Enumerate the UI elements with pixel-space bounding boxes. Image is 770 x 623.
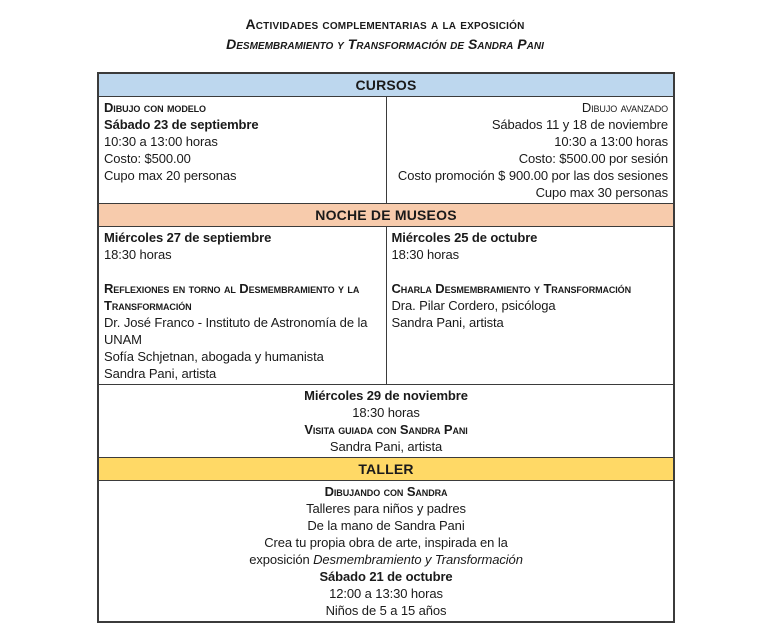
cursos-right-cell xyxy=(386,97,674,204)
event-title: Visita guiada con Sandra Pani xyxy=(304,422,468,437)
taller-cell xyxy=(98,481,674,623)
noche-full-cell xyxy=(98,385,674,458)
event-date: Miércoles 29 de noviembre xyxy=(304,388,468,403)
noche-full-row xyxy=(98,385,674,458)
section-header-taller: TALLER xyxy=(98,458,674,481)
workshop-expo-title: Desmembramiento y Transformación xyxy=(313,552,523,567)
workshop-expo-prefix: exposición xyxy=(249,552,310,567)
workshop-description-line: De la mano de Sandra Pani xyxy=(307,518,465,533)
noche-content-row xyxy=(98,227,674,385)
document-subtitle: Desmembramiento y Transformación de Sandra Pani xyxy=(226,36,544,52)
workshop-description-line: Talleres para niños y padres xyxy=(306,501,466,516)
spacer xyxy=(392,263,669,280)
cursos-left-cell xyxy=(98,97,386,204)
noche-left-cell xyxy=(98,227,386,385)
event-speaker: Sandra Pani, artista xyxy=(391,315,504,330)
course-date: Sábados 11 y 18 de noviembre xyxy=(491,117,669,132)
noche-right-cell xyxy=(386,227,674,385)
event-speaker: Dr. José Franco - Instituto de Astronomía de la UNAM xyxy=(104,315,368,347)
event-speaker: Sandra Pani, artista xyxy=(104,366,217,381)
taller-header-row xyxy=(98,458,674,481)
workshop-description-line: Crea tu propia obra de arte, inspirada en la xyxy=(264,535,508,550)
document-title-block xyxy=(0,15,770,53)
section-header-cursos: CURSOS xyxy=(98,73,674,97)
cursos-header-row xyxy=(98,73,674,97)
event-speaker: Sandra Pani, artista xyxy=(329,439,443,454)
course-cost: Costo: $500.00 xyxy=(104,151,191,166)
workshop-expo-line xyxy=(104,551,668,568)
cursos-content-row xyxy=(98,97,674,204)
noche-header-row xyxy=(98,204,674,227)
event-title: Reflexiones en torno al Desmembramiento y la Transformación xyxy=(104,281,360,313)
event-speaker: Sofía Schjetnan, abogada y humanista xyxy=(104,349,324,364)
activities-table xyxy=(97,72,675,623)
event-speaker: Dra. Pilar Cordero, psicóloga xyxy=(391,298,556,313)
course-time: 10:30 a 13:00 horas xyxy=(104,134,218,149)
workshop-title: Dibujando con Sandra xyxy=(324,484,448,499)
course-date: Sábado 23 de septiembre xyxy=(104,117,259,132)
event-time: 18:30 horas xyxy=(104,247,172,262)
workshop-date: Sábado 21 de octubre xyxy=(319,569,453,584)
course-title: Dibujo avanzado xyxy=(581,100,669,115)
course-title: Dibujo con modelo xyxy=(104,100,206,115)
document-title: Actividades complementarias a la exposición xyxy=(245,16,525,32)
event-date: Miércoles 25 de octubre xyxy=(391,230,538,245)
course-cost: Costo: $500.00 por sesión xyxy=(518,151,669,166)
event-title: Charla Desmembramiento y Transformación xyxy=(391,281,631,296)
taller-content-row xyxy=(98,481,674,623)
course-time: 10:30 a 13:00 horas xyxy=(554,134,669,149)
event-date: Miércoles 27 de septiembre xyxy=(104,230,272,245)
section-header-noche: NOCHE DE MUSEOS xyxy=(98,204,674,227)
workshop-ages: Niños de 5 a 15 años xyxy=(325,603,447,618)
event-time: 18:30 horas xyxy=(352,405,420,420)
workshop-time: 12:00 a 13:30 horas xyxy=(329,586,443,601)
spacer xyxy=(104,263,381,280)
event-time: 18:30 horas xyxy=(391,247,460,262)
course-promo-cost: Costo promoción $ 900.00 por las dos sesiones xyxy=(397,168,669,183)
course-capacity: Cupo max 30 personas xyxy=(535,185,669,200)
course-capacity: Cupo max 20 personas xyxy=(104,168,237,183)
